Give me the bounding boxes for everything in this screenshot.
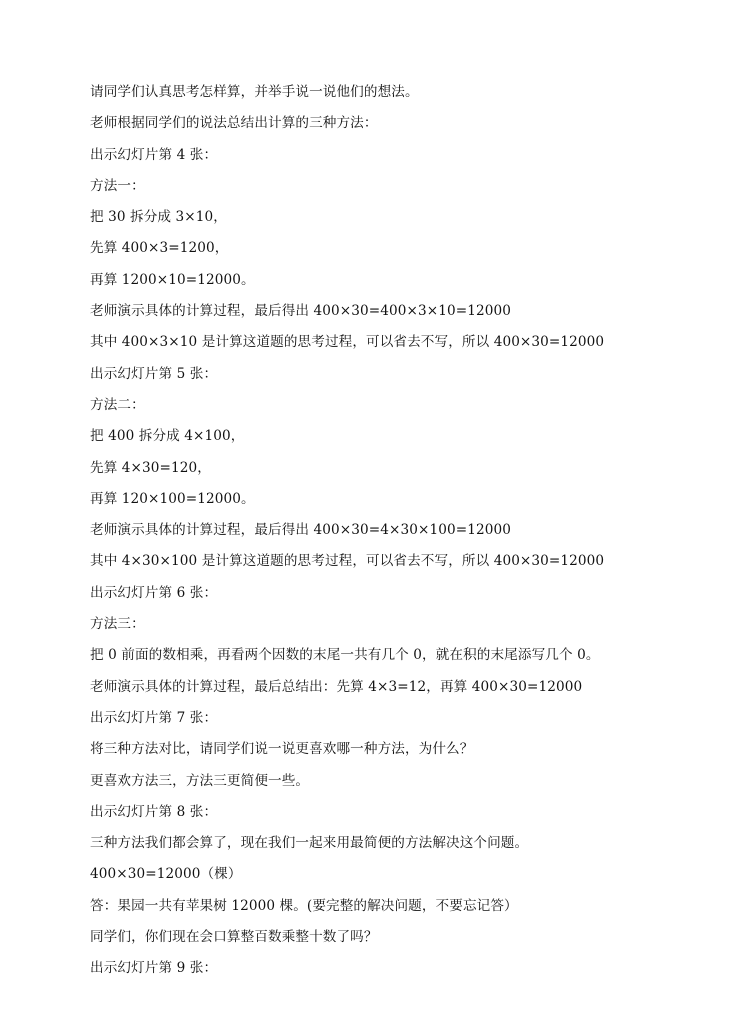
text-line: 出示幻灯片第 7 张：	[90, 709, 218, 726]
text-line: 老师演示具体的计算过程，最后总结出：先算 4×3=12，再算 400×30=12000	[90, 678, 583, 695]
text-line: 请同学们认真思考怎样算，并举手说一说他们的想法。	[90, 84, 419, 100]
text-line: 三种方法我们都会算了，现在我们一起来用最简便的方法解决这个问题。	[90, 835, 529, 852]
document-body	[90, 80, 710, 988]
text-line: 出示幻灯片第 6 张：	[90, 584, 218, 601]
text-line: 出示幻灯片第 9 张：	[90, 960, 218, 977]
text-line: 方法一：	[90, 177, 145, 194]
text-line: 400×30=12000（棵）	[90, 866, 242, 883]
text-line: 其中 400×3×10 是计算这道题的思考过程，可以省去不写，所以 400×30=12000	[90, 334, 605, 351]
text-line: 把 400 拆分成 4×100，	[90, 428, 245, 445]
text-line: 把 0 前面的数相乘，再看两个因数的末尾一共有几个 0，就在积的末尾添写几个 0。	[90, 647, 600, 664]
text-line: 再算 120×100=12000。	[90, 490, 255, 507]
text-line: 出示幻灯片第 4 张：	[90, 146, 218, 163]
text-line: 再算 1200×10=12000。	[90, 271, 255, 288]
text-line: 更喜欢方法三，方法三更简便一些。	[90, 772, 310, 789]
text-line: 将三种方法对比，请同学们说一说更喜欢哪一种方法，为什么？	[90, 741, 474, 758]
text-line: 答：果园一共有苹果树 12000 棵。(要完整的解决问题，不要忘记答）	[90, 897, 518, 914]
text-line: 先算 400×3=1200，	[90, 240, 229, 257]
text-line: 其中 4×30×100 是计算这道题的思考过程，可以省去不写，所以 400×30=12000	[90, 553, 605, 570]
text-line: 出示幻灯片第 5 张：	[90, 365, 218, 382]
text-line: 老师演示具体的计算过程，最后得出 400×30=4×30×100=12000	[90, 522, 511, 539]
text-line: 同学们，你们现在会口算整百数乘整十数了吗？	[90, 929, 378, 946]
text-line: 先算 4×30=120，	[90, 459, 211, 476]
text-line: 老师根据同学们的说法总结出计算的三种方法：	[90, 115, 378, 132]
text-line: 方法三：	[90, 616, 145, 633]
text-line: 把 30 拆分成 3×10，	[90, 209, 227, 226]
text-line: 老师演示具体的计算过程，最后得出 400×30=400×3×10=12000	[90, 303, 511, 320]
text-line: 方法二：	[90, 396, 145, 413]
text-line: 出示幻灯片第 8 张：	[90, 803, 218, 820]
